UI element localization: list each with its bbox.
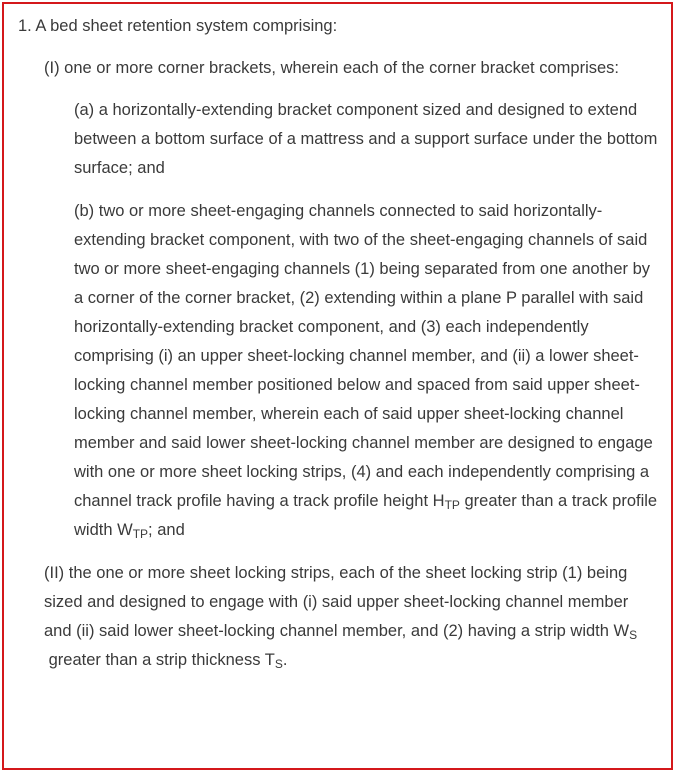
claim-item-a: [74, 96, 658, 183]
claim-item-a-text: (a) a horizontally-extending bracket component sized and designed to extend between a bottom surface of a mattress and a support surface under the bottom surface; and: [74, 101, 658, 177]
strip-thickness-subscript: S: [274, 657, 283, 671]
claim-item-b-end: ; and: [148, 521, 185, 539]
patent-claim: [18, 12, 658, 675]
claim-part-2: [44, 559, 658, 675]
track-width-subscript: TP: [132, 527, 149, 541]
claim-frame: [2, 2, 673, 770]
claim-item-b-mid: greater than a track profile width: [74, 492, 658, 539]
claim-item-b: [74, 197, 658, 545]
claim-item-b-body: (b) two or more sheet-engaging channels connected to said horizontally-extending bracket component, with two of the sheet-engaging channels of said two or more sheet-engaging channels (1) being separated from one another by a corner of the corner bracket, (2) extending within a plane P parallel with said horizontally-extending bracket component, and (3) each independently comprising (i) an upper sheet-locking channel member, and (ii) a lower sheet-locking channel member positioned below and spaced from said upper sheet-locking channel member, wherein each of said upper sheet-locking channel member and said lower sheet-locking channel member are designed to engage with one or more sheet locking strips, (4) and each independently comprising a channel track profile having a track profile height: [74, 202, 653, 510]
claim-heading: 1. A bed sheet retention system comprising:: [18, 17, 338, 35]
claim-part-1-text: (I) one or more corner brackets, wherein each of the corner bracket comprises:: [44, 59, 619, 77]
track-width-symbol: W: [117, 521, 133, 539]
claim-part-2-body: (II) the one or more sheet locking strips, each of the sheet locking strip (1) being sized and designed to engage with (i) said upper sheet-locking channel member and (ii) said lower sheet-locking channel member, and (2) having a strip width: [44, 564, 629, 640]
strip-width-symbol: W: [613, 622, 630, 640]
strip-thickness-symbol: T: [264, 651, 275, 669]
claim-part-2-end: .: [282, 651, 288, 669]
track-height-subscript: TP: [444, 498, 460, 512]
claim-item-b-text: [74, 197, 658, 545]
track-height-symbol: H: [432, 492, 445, 510]
strip-width-subscript: S: [629, 628, 638, 642]
claim-part-2-text: [44, 559, 658, 675]
claim-part-2-mid: greater than a strip thickness: [48, 651, 261, 669]
claim-part-1: [44, 54, 658, 83]
